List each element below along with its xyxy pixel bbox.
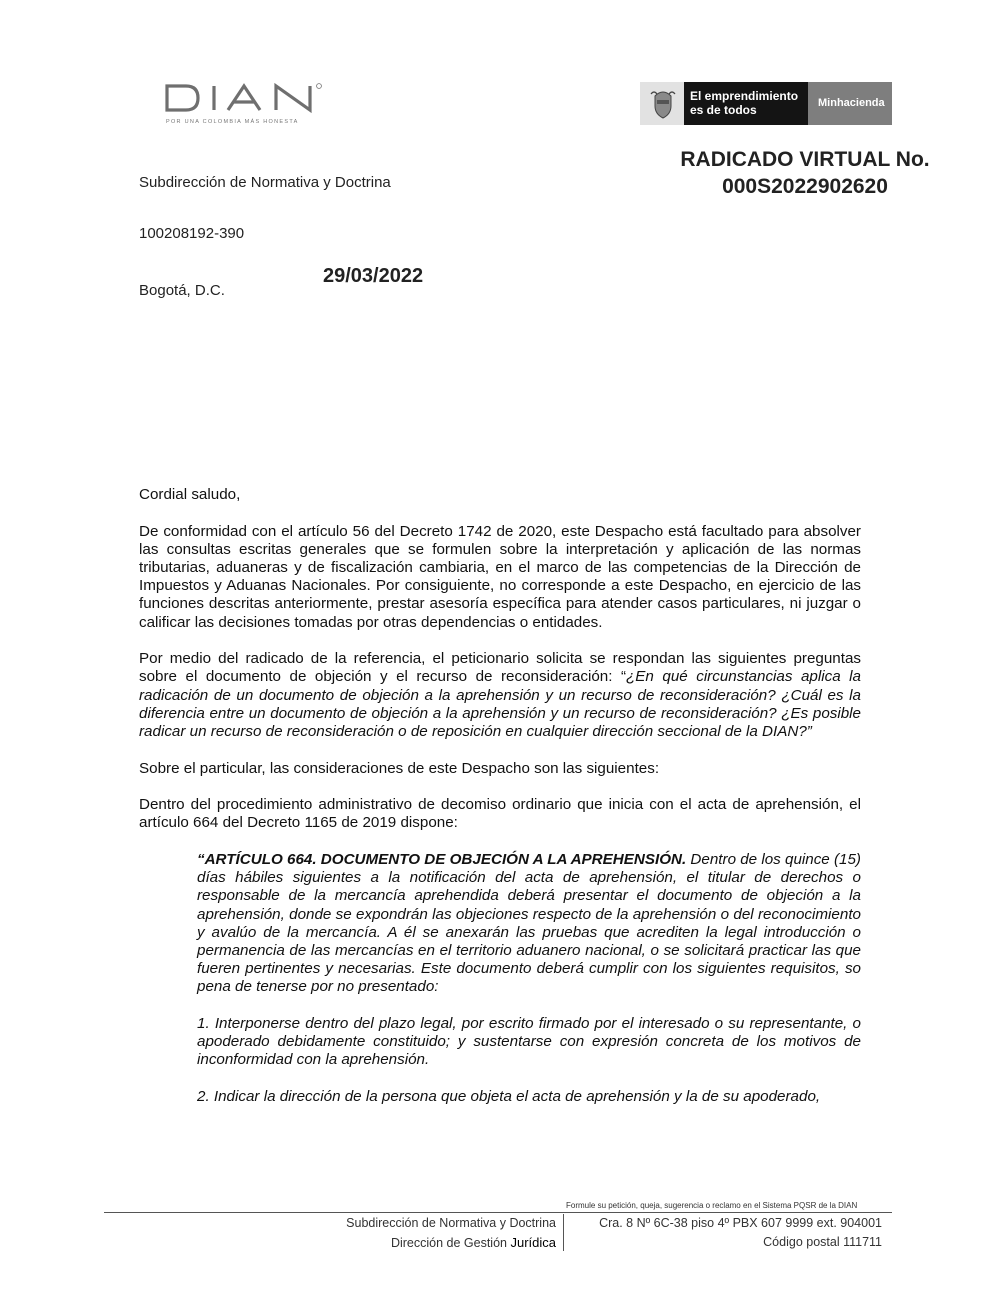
- greeting: Cordial saludo,: [139, 486, 241, 503]
- letter-body: [139, 486, 861, 1125]
- city: Bogotá, D.C.: [139, 282, 225, 299]
- radicado-value: 000S2022902620: [722, 175, 888, 198]
- quote-item-1: 1. Interponerse dentro del plazo legal, por escrito firmado por el interesado o su representante, o apoderado debidamente constituido; y sustentarse con expresión concreta de los motivos de inconformidad con la aprehensión.: [197, 1015, 861, 1069]
- radicado-label: RADICADO VIRTUAL No.: [680, 148, 930, 171]
- footer-vertical-divider: [563, 1214, 564, 1251]
- ministry-panel: [808, 82, 892, 125]
- request-lead: Por medio del radicado de la referencia, el peticionario solicita se respondan las siguientes preguntas sobre el documento de objeción y el recurso de reconsideración: “: [139, 650, 861, 686]
- footer-postal-code: Código postal 111711: [763, 1235, 882, 1249]
- footer-address: Cra. 8 Nº 6C-38 piso 4º PBX 607 9999 ext. 904001: [599, 1216, 882, 1230]
- paragraph-competence: De conformidad con el artículo 56 del Decreto 1742 de 2020, este Despacho está facultado para absolver las consultas escritas generales que se formulen sobre la interpretación y aplicación de las normas tributarias, aduaneras y de fiscalización cambiaria, en el marco de las competencias de la Dirección de Impuestos y Aduanas Nacionales. Por consiguiente, no corresponde a este Despacho, en ejercicio de las funciones descritas anteriormente, prestar asesoría específica para atender casos particulares, ni juzgar o calificar las decisiones tomadas por otras dependencias o entidades.: [139, 522, 861, 631]
- footer-direction: [200, 1235, 556, 1250]
- quote-item-2: 2. Indicar la dirección de la persona que objeta el acta de aprehensión y la de su apoderado,: [197, 1088, 821, 1106]
- paragraph-considerations: Sobre el particular, las consideraciones de este Despacho son las siguientes:: [139, 759, 660, 777]
- gov-slogan-line1: El emprendimiento: [690, 89, 799, 103]
- colombia-coat-of-arms-icon: [650, 86, 676, 120]
- quote-article-664: [197, 851, 861, 997]
- radicado-number: [664, 146, 946, 200]
- footer-divider: [104, 1212, 892, 1213]
- footer-direction-prefix: Dirección de Gestión: [390, 1236, 511, 1250]
- gov-slogan-panel: [684, 82, 808, 125]
- quote-text: Dentro de los quince (15) días hábiles siguientes a la notificación del acta de aprehensión, el titular de derechos o responsable de la mercancía aprehendida deberá presentar el documento de objeción a la aprehensión, donde se expondrán las objeciones respecto de la aprehensión o del reconocimiento y avalúo de la mercancía. A él se anexarán las pruebas que acrediten la legal introducción o permanencia de las mercancías en el territorio aduanero nacional, o se solicitará practicar las que fueren pertinentes y necesarias. Este documento deberá cumplir con los siguientes requisitos, so pena de tenerse por no presentado:: [197, 851, 861, 996]
- gov-slogan-line2: es de todos: [690, 103, 757, 117]
- paragraph-request: [139, 650, 861, 741]
- dian-logo: [164, 82, 326, 130]
- quote-title: “ARTÍCULO 664. DOCUMENTO DE OBJECIÓN A LA APREHENSIÓN.: [197, 851, 687, 868]
- office-name: Subdirección de Normativa y Doctrina: [139, 174, 391, 191]
- reference-number: 100208192-390: [139, 225, 245, 242]
- footer-direction-emph: Jurídica: [510, 1235, 556, 1250]
- footer-office: Subdirección de Normativa y Doctrina: [346, 1216, 556, 1230]
- ministry-name: Minhacienda: [818, 97, 885, 109]
- document-date: 29/03/2022: [323, 265, 424, 287]
- paragraph-procedure: Dentro del procedimiento administrativo de decomiso ordinario que inicia con el acta de aprehensión, el artículo 664 del Decreto 1165 de 2019 dispone:: [139, 796, 861, 832]
- dian-tagline: POR UNA COLOMBIA MÁS HONESTA: [166, 119, 299, 125]
- government-logo: [640, 82, 892, 125]
- dian-wordmark-graphic: [164, 82, 326, 116]
- request-questions: ¿En qué circunstancias aplica la radicación de un documento de objeción a la aprehensión y un recurso de reconsideración? ¿Cuál es la diferencia entre un documento de objeción a la aprehensión y un recurso de reconsideración? ¿Es posible radicar un recurso de reconsideración o de reposición en cualquier dirección seccional de la DIAN?”: [139, 668, 861, 741]
- pqsr-note: Formule su petición, queja, sugerencia o reclamo en el Sistema PQSR de la DIAN: [566, 1201, 858, 1210]
